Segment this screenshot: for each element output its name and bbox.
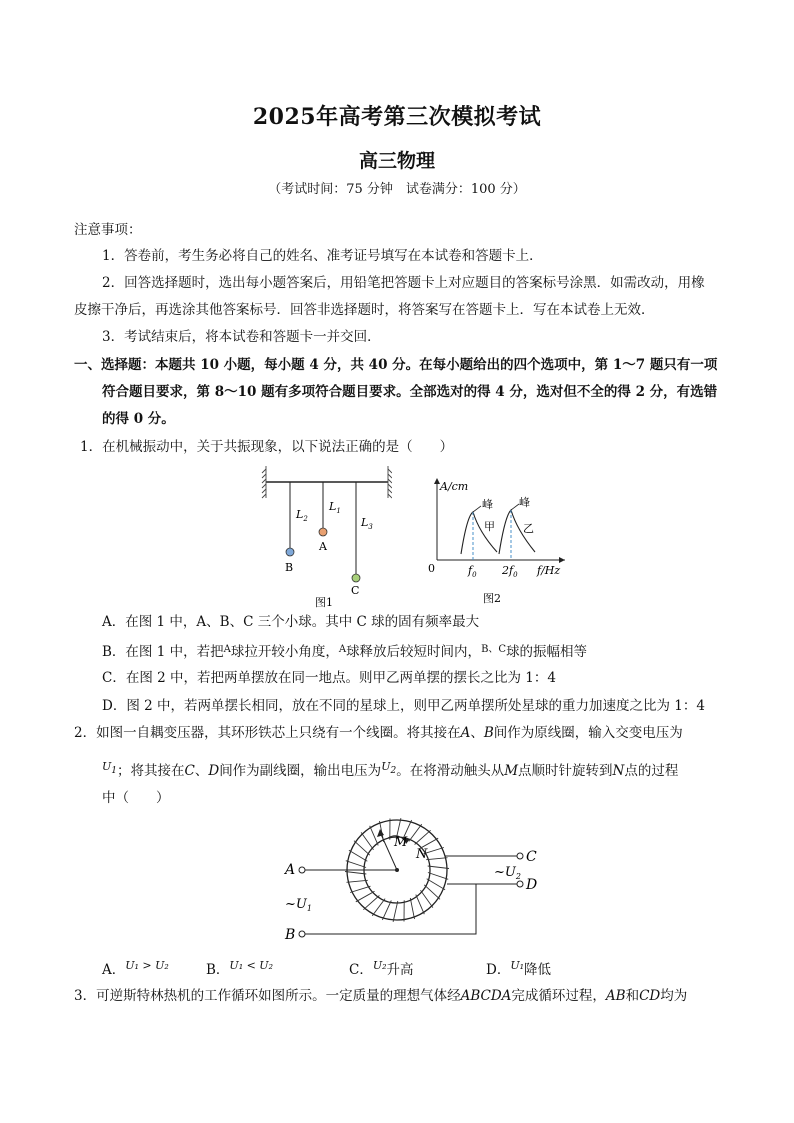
label-d: D — [526, 877, 538, 893]
notice-item-2-line-2: 皮擦干净后，再选涂其他答案标号．回答非选择题时，将答案写在答题卡上．写在本试卷上无效． — [74, 302, 655, 318]
x-axis-arrow — [559, 557, 565, 563]
q2-stem-line-1: 2．如图一自耦变压器，其环形铁芯上只绕有一个线圈。将其接在A、B间作为原线圈，输入交变电压为 — [74, 725, 683, 741]
pointer-peak-1 — [473, 506, 481, 512]
label-a: A — [285, 862, 296, 878]
ball-c — [352, 574, 360, 582]
tick-2f0: $2f_0$ — [502, 564, 518, 579]
coil-turn — [393, 901, 398, 922]
origin-label: 0 — [428, 562, 435, 575]
ball-b — [286, 548, 294, 556]
section-1-line-3: 的得 0 分。 — [102, 411, 175, 427]
section-1-line-1: 一、选择题：本题共 10 小题，每小题 4 分，共 40 分。在每小题给出的四个选项中，第 1～7 题只有一项 — [74, 357, 718, 373]
curve-jia-label: 甲 — [484, 520, 495, 533]
coil-turn — [427, 879, 445, 890]
terminal-b — [299, 931, 305, 937]
coil-turn — [421, 890, 433, 907]
coil-turn — [428, 866, 449, 869]
wire-b — [302, 884, 476, 934]
exam-info: （考试时间：75 分钟 试卷满分：100 分） — [268, 182, 526, 197]
q2-stem-line-3: 中（ ） — [102, 790, 170, 806]
coil-turn — [372, 899, 385, 916]
label-ball-a: A — [319, 540, 327, 553]
q1-option-d: D．图 2 中，若两单摆长相同，放在不同的星球上，则甲乙两单摆所处星球的重力加速度之比为 1：4 — [102, 698, 705, 714]
notice-item-3: 3．考试结束后，将本试卷和答题卡一并交回． — [102, 329, 381, 345]
coil-turn — [370, 826, 379, 846]
label-l1: $L_1$ — [329, 500, 341, 515]
q2-option-b: B．$^{U_1 < U_2}$ — [206, 959, 273, 978]
q1-option-c: C．在图 2 中，若把两单摆放在同一地点。则甲乙两单摆的摆长之比为 1：4 — [102, 670, 556, 686]
coil-turn — [349, 850, 367, 861]
q2-option-a: A．$^{U_1 > U_2}$ — [102, 959, 169, 978]
label-ball-b: B — [285, 561, 294, 574]
label-l3: $L_3$ — [361, 516, 373, 531]
terminal-d — [517, 881, 523, 887]
y-axis-label: A/cm — [440, 480, 469, 493]
peak-2-label: 峰 — [519, 496, 530, 509]
label-l2: $L_2$ — [296, 508, 308, 523]
terminal-a — [299, 867, 305, 873]
label-n: N — [416, 847, 428, 862]
slider-arrowhead — [377, 829, 384, 837]
coil-turn — [356, 891, 375, 902]
figure-2-caption: 图2 — [483, 592, 501, 605]
q1-option-b: B．在图 1 中，若把$^A$球拉开较小角度，$^A$球释放后较短时间内，$^{B、C}$球的振幅相等 — [102, 644, 588, 660]
q1-stem: 1．在机械振动中，关于共振现象，以下说法正确的是（ ） — [80, 439, 454, 455]
q3-stem-line-1: 3．可逆斯特林热机的工作循环如图所示。一定质量的理想气体经ABCDA完成循环过程，AB和CD均为 — [74, 988, 688, 1004]
coil-turn — [410, 898, 414, 919]
curve-jia — [461, 512, 497, 554]
pointer-peak-2 — [511, 504, 519, 510]
terminal-c — [517, 853, 523, 859]
coil-turn — [354, 841, 370, 856]
q1-option-a: A．在图 1 中，A、B、C 三个小球。其中 C 球的固有频率最大 — [102, 614, 480, 630]
notice-item-2-line-1: 2．回答选择题时，选出每小题答案后，用铅笔把答题卡上对应题目的答案标号涂黑．如需改动，用橡 — [102, 275, 705, 291]
label-c: C — [526, 849, 537, 865]
label-u1: $\sim U_1$ — [285, 897, 312, 913]
q1-figure-1 — [260, 466, 392, 608]
coil-turn — [424, 885, 440, 900]
coil-turn — [428, 873, 448, 880]
label-ball-c: C — [351, 584, 360, 597]
coil-turn — [346, 861, 366, 868]
q2-option-d: D．$^{U_1}$降低 — [486, 959, 552, 978]
label-u2: $\sim U_2$ — [494, 865, 521, 881]
coil-turn — [382, 901, 391, 920]
tick-f0: $f_0$ — [468, 564, 477, 579]
label-m: M — [394, 835, 408, 850]
peak-1-label: 峰 — [482, 498, 493, 511]
q2-option-c: C．$^{U_2}$升高 — [349, 959, 414, 978]
coil-turn — [415, 830, 431, 844]
figure-1-caption: 图1 — [315, 596, 333, 608]
notice-heading: 注意事项： — [74, 222, 142, 238]
label-b: B — [285, 927, 296, 943]
ball-a — [319, 528, 327, 536]
notice-item-1: 1．答卷前，考生务必将自己的姓名、准考证号填写在本试卷和答题卡上． — [102, 248, 543, 264]
subject-title: 高三物理 — [358, 150, 435, 172]
coil-turn — [345, 872, 366, 875]
q1-figure-2 — [425, 474, 570, 608]
q2-stem-line-2: $^{U_1}$；将其接在C、D间作为副线圈，输出电压为$^{U_2}$。在将滑动触头从M点顺时针旋转到N点的过程 — [102, 760, 679, 779]
x-axis-label: f/Hz — [537, 564, 561, 577]
exam-title: 2025年高考第三次模拟考试 — [252, 104, 542, 130]
section-1-line-2: 符合题目要求，第 8～10 题有多项符合题目要求。全部选对的得 4 分，选对但不全的得 2 分，有选错 — [102, 384, 718, 400]
curve-yi-label: 乙 — [523, 522, 534, 535]
coil-turn — [426, 858, 447, 860]
coil-turn — [350, 886, 370, 892]
coil-turn — [363, 896, 379, 910]
coil-turn — [416, 895, 425, 915]
q2-transformer-figure — [280, 818, 550, 946]
coil-turn — [347, 880, 368, 882]
coil-turn — [409, 824, 422, 841]
coil-turn — [361, 832, 373, 849]
